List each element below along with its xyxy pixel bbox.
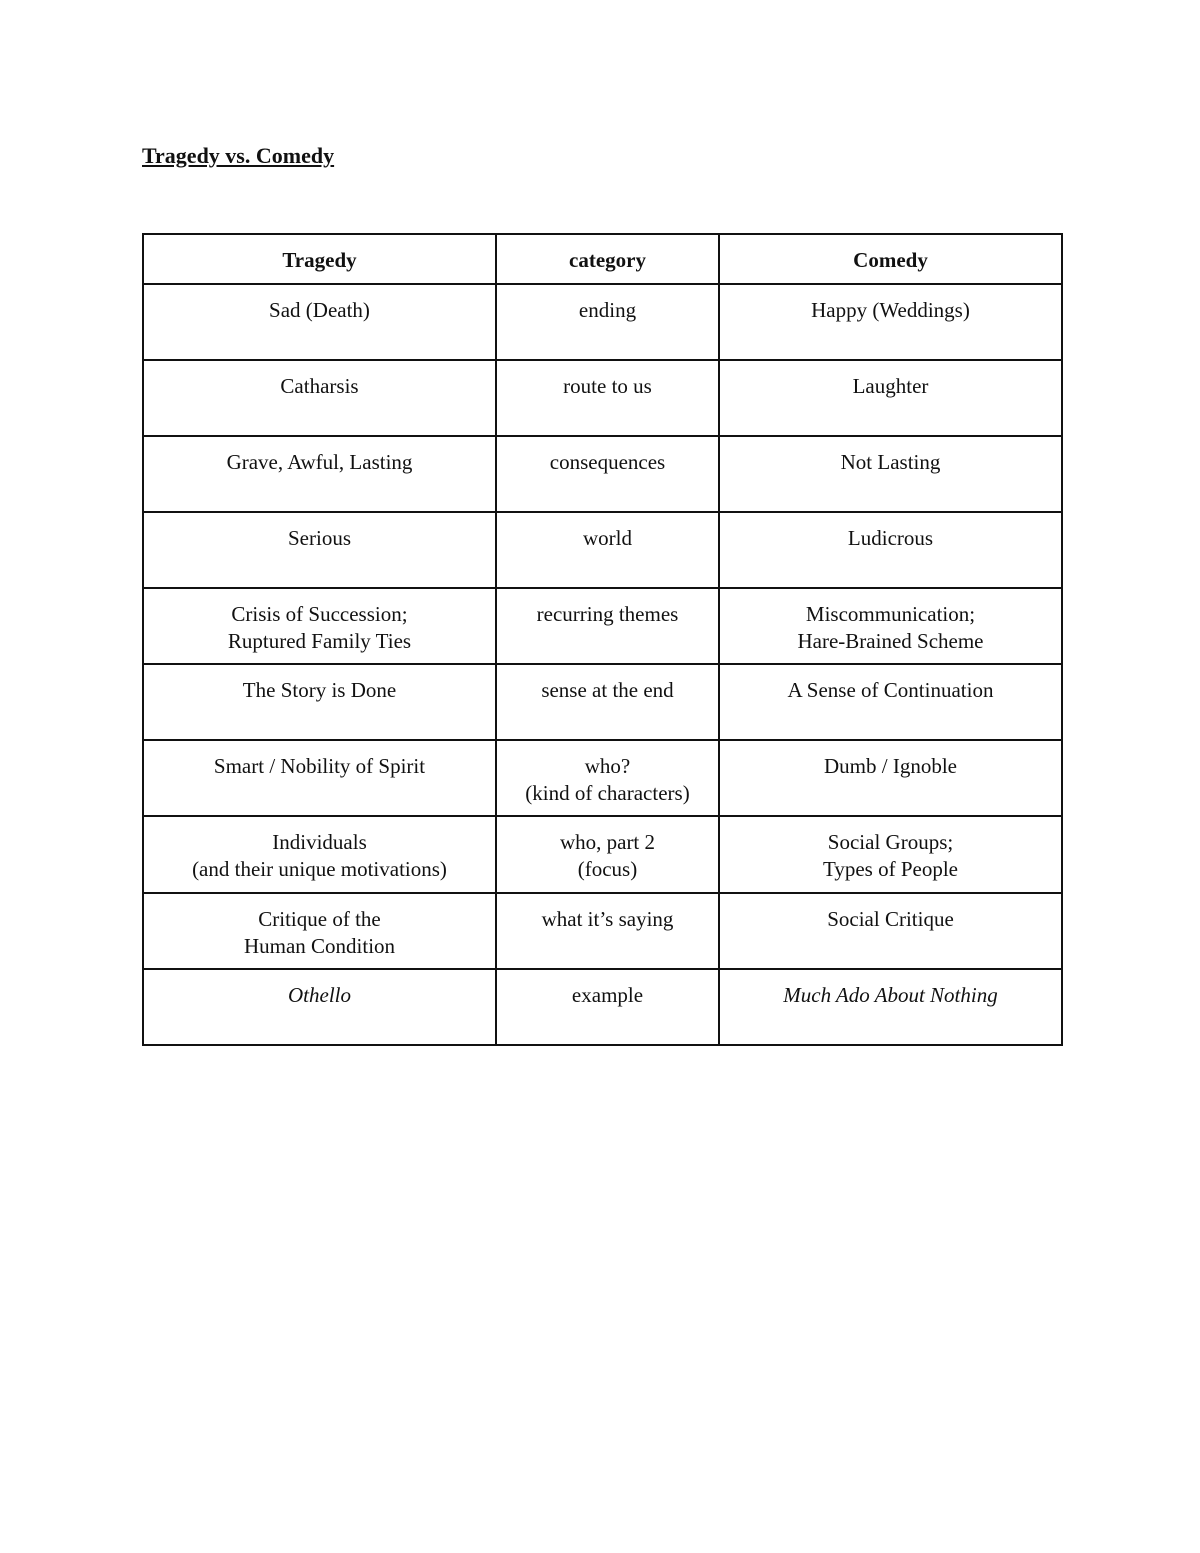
table-row bbox=[143, 740, 1062, 816]
cell-line: Happy (Weddings) bbox=[811, 298, 970, 322]
cell-line: Laughter bbox=[852, 374, 929, 398]
category-cell bbox=[496, 284, 719, 360]
comedy-cell bbox=[719, 969, 1062, 1045]
cell-line: Hare-Brained Scheme bbox=[797, 629, 984, 653]
header-row bbox=[143, 234, 1062, 284]
table-row bbox=[143, 969, 1062, 1045]
cell-line: who, part 2 bbox=[559, 830, 656, 854]
tragedy-cell bbox=[143, 664, 496, 740]
cell-line: sense at the end bbox=[541, 678, 674, 702]
tragedy-cell bbox=[143, 740, 496, 816]
comedy-cell bbox=[719, 740, 1062, 816]
cell-line: Not Lasting bbox=[840, 450, 941, 474]
cell-line: Social Critique bbox=[827, 907, 954, 931]
cell-line: Crisis of Succession; bbox=[231, 602, 408, 626]
page-title: Tragedy vs. Comedy bbox=[142, 143, 335, 168]
cell-line: consequences bbox=[549, 450, 666, 474]
cell-line: Much Ado About Nothing bbox=[783, 983, 998, 1007]
cell-line: Human Condition bbox=[243, 934, 396, 958]
comedy-cell bbox=[719, 893, 1062, 969]
cell-line: who? bbox=[584, 754, 631, 778]
tragedy-cell bbox=[143, 969, 496, 1045]
cell-line: recurring themes bbox=[536, 602, 679, 626]
table-row bbox=[143, 816, 1062, 893]
cell-line: Dumb / Ignoble bbox=[824, 754, 957, 778]
category-cell bbox=[496, 360, 719, 436]
header-category: category bbox=[496, 234, 719, 284]
category-cell bbox=[496, 588, 719, 664]
tragedy-cell bbox=[143, 284, 496, 360]
cell-line: (and their unique motivations) bbox=[192, 857, 447, 881]
cell-line: example bbox=[571, 983, 644, 1007]
comedy-cell bbox=[719, 284, 1062, 360]
tragedy-cell bbox=[143, 436, 496, 512]
comedy-cell bbox=[719, 664, 1062, 740]
cell-line: Grave, Awful, Lasting bbox=[226, 450, 413, 474]
cell-line: Critique of the bbox=[258, 907, 381, 931]
tragedy-cell bbox=[143, 588, 496, 664]
category-cell bbox=[496, 893, 719, 969]
header-tragedy: Tragedy bbox=[143, 234, 496, 284]
comedy-cell bbox=[719, 588, 1062, 664]
comedy-cell bbox=[719, 816, 1062, 893]
comedy-cell bbox=[719, 360, 1062, 436]
cell-line: Smart / Nobility of Spirit bbox=[213, 754, 426, 778]
cell-line: Sad (Death) bbox=[269, 298, 370, 322]
table-row bbox=[143, 512, 1062, 588]
cell-line: (focus) bbox=[577, 857, 638, 881]
cell-line: (kind of characters) bbox=[525, 781, 690, 805]
table-row bbox=[143, 360, 1062, 436]
cell-line: ending bbox=[578, 298, 637, 322]
comparison-table bbox=[142, 233, 1063, 1046]
tragedy-cell bbox=[143, 512, 496, 588]
cell-line: A Sense of Continuation bbox=[787, 678, 994, 702]
cell-line: The Story is Done bbox=[242, 678, 397, 702]
table-row bbox=[143, 588, 1062, 664]
cell-line: Othello bbox=[288, 983, 351, 1007]
category-cell bbox=[496, 664, 719, 740]
cell-line: Ludicrous bbox=[847, 526, 934, 550]
header-comedy: Comedy bbox=[719, 234, 1062, 284]
table-row bbox=[143, 893, 1062, 969]
cell-line: Catharsis bbox=[280, 374, 359, 398]
table-row bbox=[143, 284, 1062, 360]
tragedy-cell bbox=[143, 893, 496, 969]
comedy-cell bbox=[719, 436, 1062, 512]
cell-line: what it’s saying bbox=[541, 907, 674, 931]
category-cell bbox=[496, 740, 719, 816]
cell-line: Serious bbox=[288, 526, 351, 550]
category-cell bbox=[496, 512, 719, 588]
category-cell bbox=[496, 436, 719, 512]
category-cell bbox=[496, 816, 719, 893]
cell-line: Individuals bbox=[272, 830, 367, 854]
cell-line: world bbox=[583, 526, 632, 550]
tragedy-cell bbox=[143, 360, 496, 436]
comedy-cell bbox=[719, 512, 1062, 588]
table-row bbox=[143, 436, 1062, 512]
table-row bbox=[143, 664, 1062, 740]
cell-line: Social Groups; bbox=[827, 830, 954, 854]
tragedy-cell bbox=[143, 816, 496, 893]
cell-line: route to us bbox=[563, 374, 652, 398]
cell-line: Types of People bbox=[822, 857, 958, 881]
cell-line: Miscommunication; bbox=[805, 602, 976, 626]
category-cell bbox=[496, 969, 719, 1045]
cell-line: Ruptured Family Ties bbox=[227, 629, 412, 653]
